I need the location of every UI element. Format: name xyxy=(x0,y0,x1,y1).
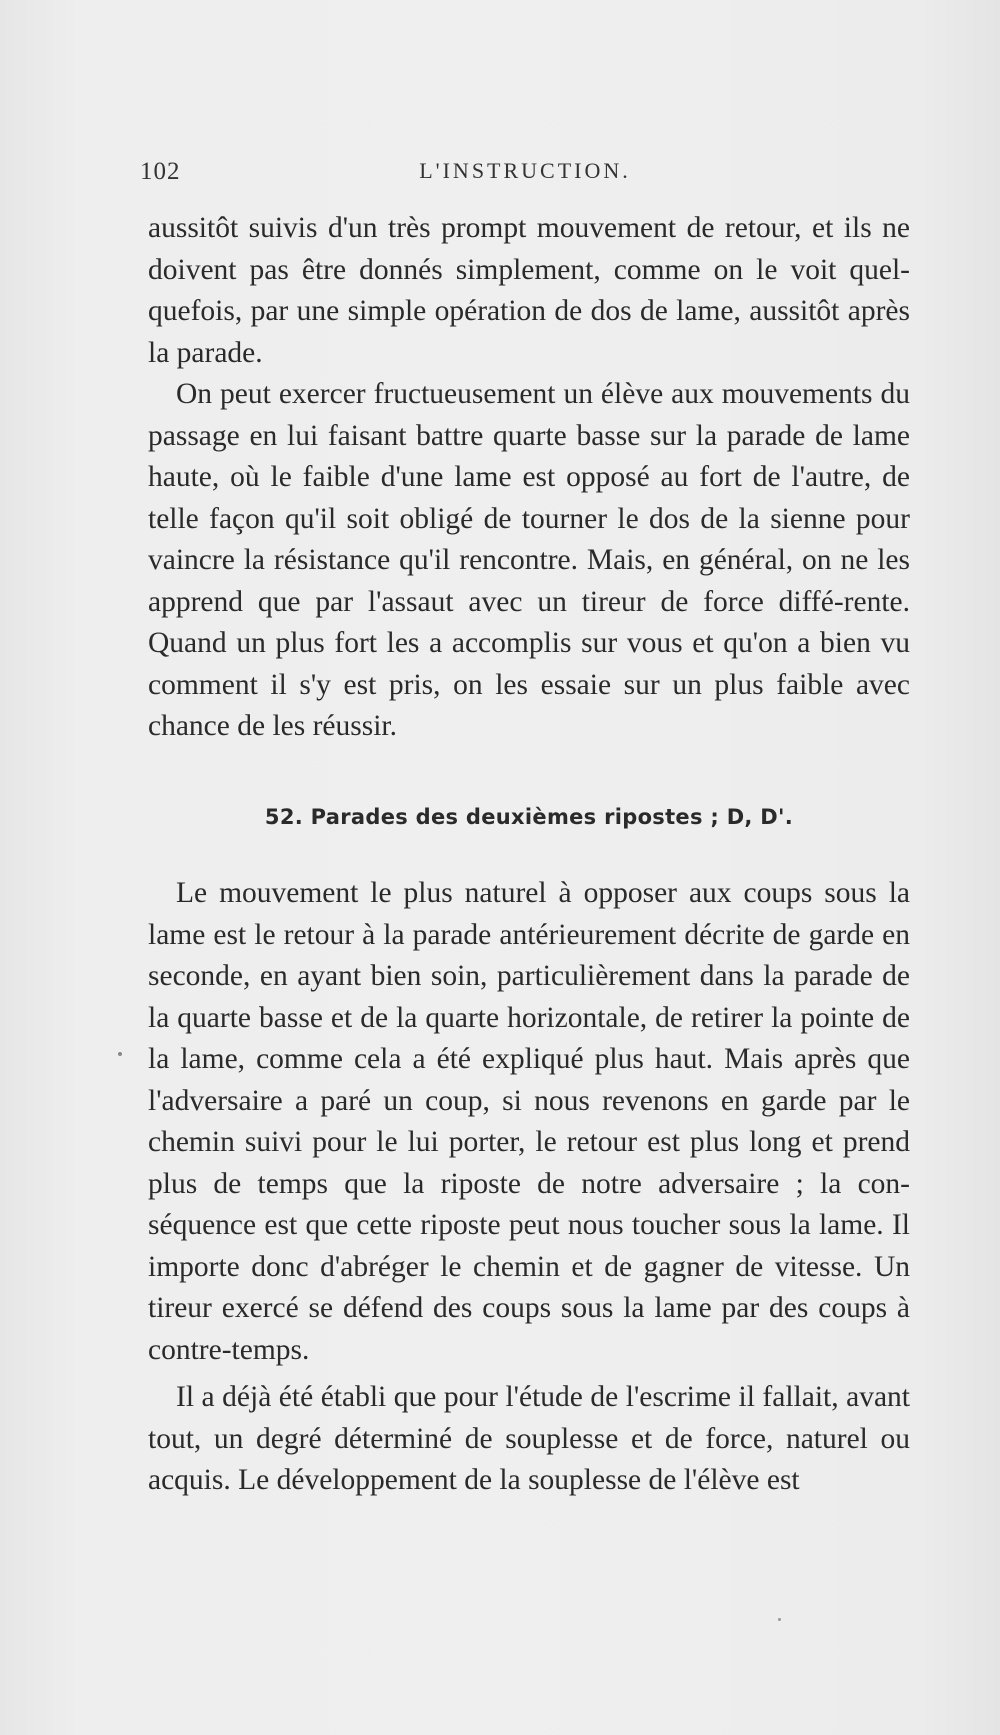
page-header xyxy=(140,158,910,198)
body-text-bottom xyxy=(148,873,910,1502)
paragraph-continuation: aussitôt suivis d'un très prompt mouvement de retour, et ils ne doivent pas être donnés simplement, comme on le voit quel-quefois, par une simple opération de dos de lame, aussitôt après la parade. xyxy=(148,212,910,369)
page-number: 102 xyxy=(140,158,181,185)
paragraph: On peut exercer fructueusement un élève aux mouvements du passage en lui faisant battre quarte basse sur la parade de lame haute, où le faible d'une lame est opposé au fort de l'autre, de telle façon qu'il soit obligé de tourner le dos de la sienne pour vaincre la résistance qu'il rencontre. Mais, en général, on ne les apprend que par l'assaut avec un tireur de force diffé-rente. Quand un plus fort les a accomplis sur vous et qu'on a bien vu comment il s'y est pris, on les essaie sur un plus faible avec chance de les réussir. xyxy=(148,378,910,742)
margin-speck xyxy=(118,1052,122,1056)
body-text-top xyxy=(148,208,910,748)
running-head: L'INSTRUCTION. xyxy=(419,158,631,183)
section-heading: 52. Parades des deuxièmes ripostes ; D, D'. xyxy=(264,805,794,829)
paragraph: Le mouvement le plus naturel à opposer aux coups sous la lame est le retour à la parade antérieurement décrite de garde en seconde, en ayant bien soin, particulièrement dans la parade de la quarte basse et de la quarte horizontale, de retirer la pointe de la lame, comme cela a été expliqué plus haut. Mais après que l'adversaire a paré un coup, si nous revenons en garde par le chemin suivi pour le lui porter, le retour est plus long et prend plus de temps que la riposte de notre adversaire ; la con-séquence est que cette riposte peut nous toucher sous la lame. Il importe donc d'abréger le chemin et de gagner de vitesse. Un tireur exercé se défend des coups sous la lame par des coups à contre-temps. xyxy=(148,877,910,1366)
page-speck xyxy=(778,1618,781,1621)
paragraph: Il a déjà été établi que pour l'étude de l'escrime il fallait, avant tout, un degré déterminé de souplesse et de force, naturel ou acquis. Le développement de la souplesse de l'élève est xyxy=(148,1381,910,1496)
